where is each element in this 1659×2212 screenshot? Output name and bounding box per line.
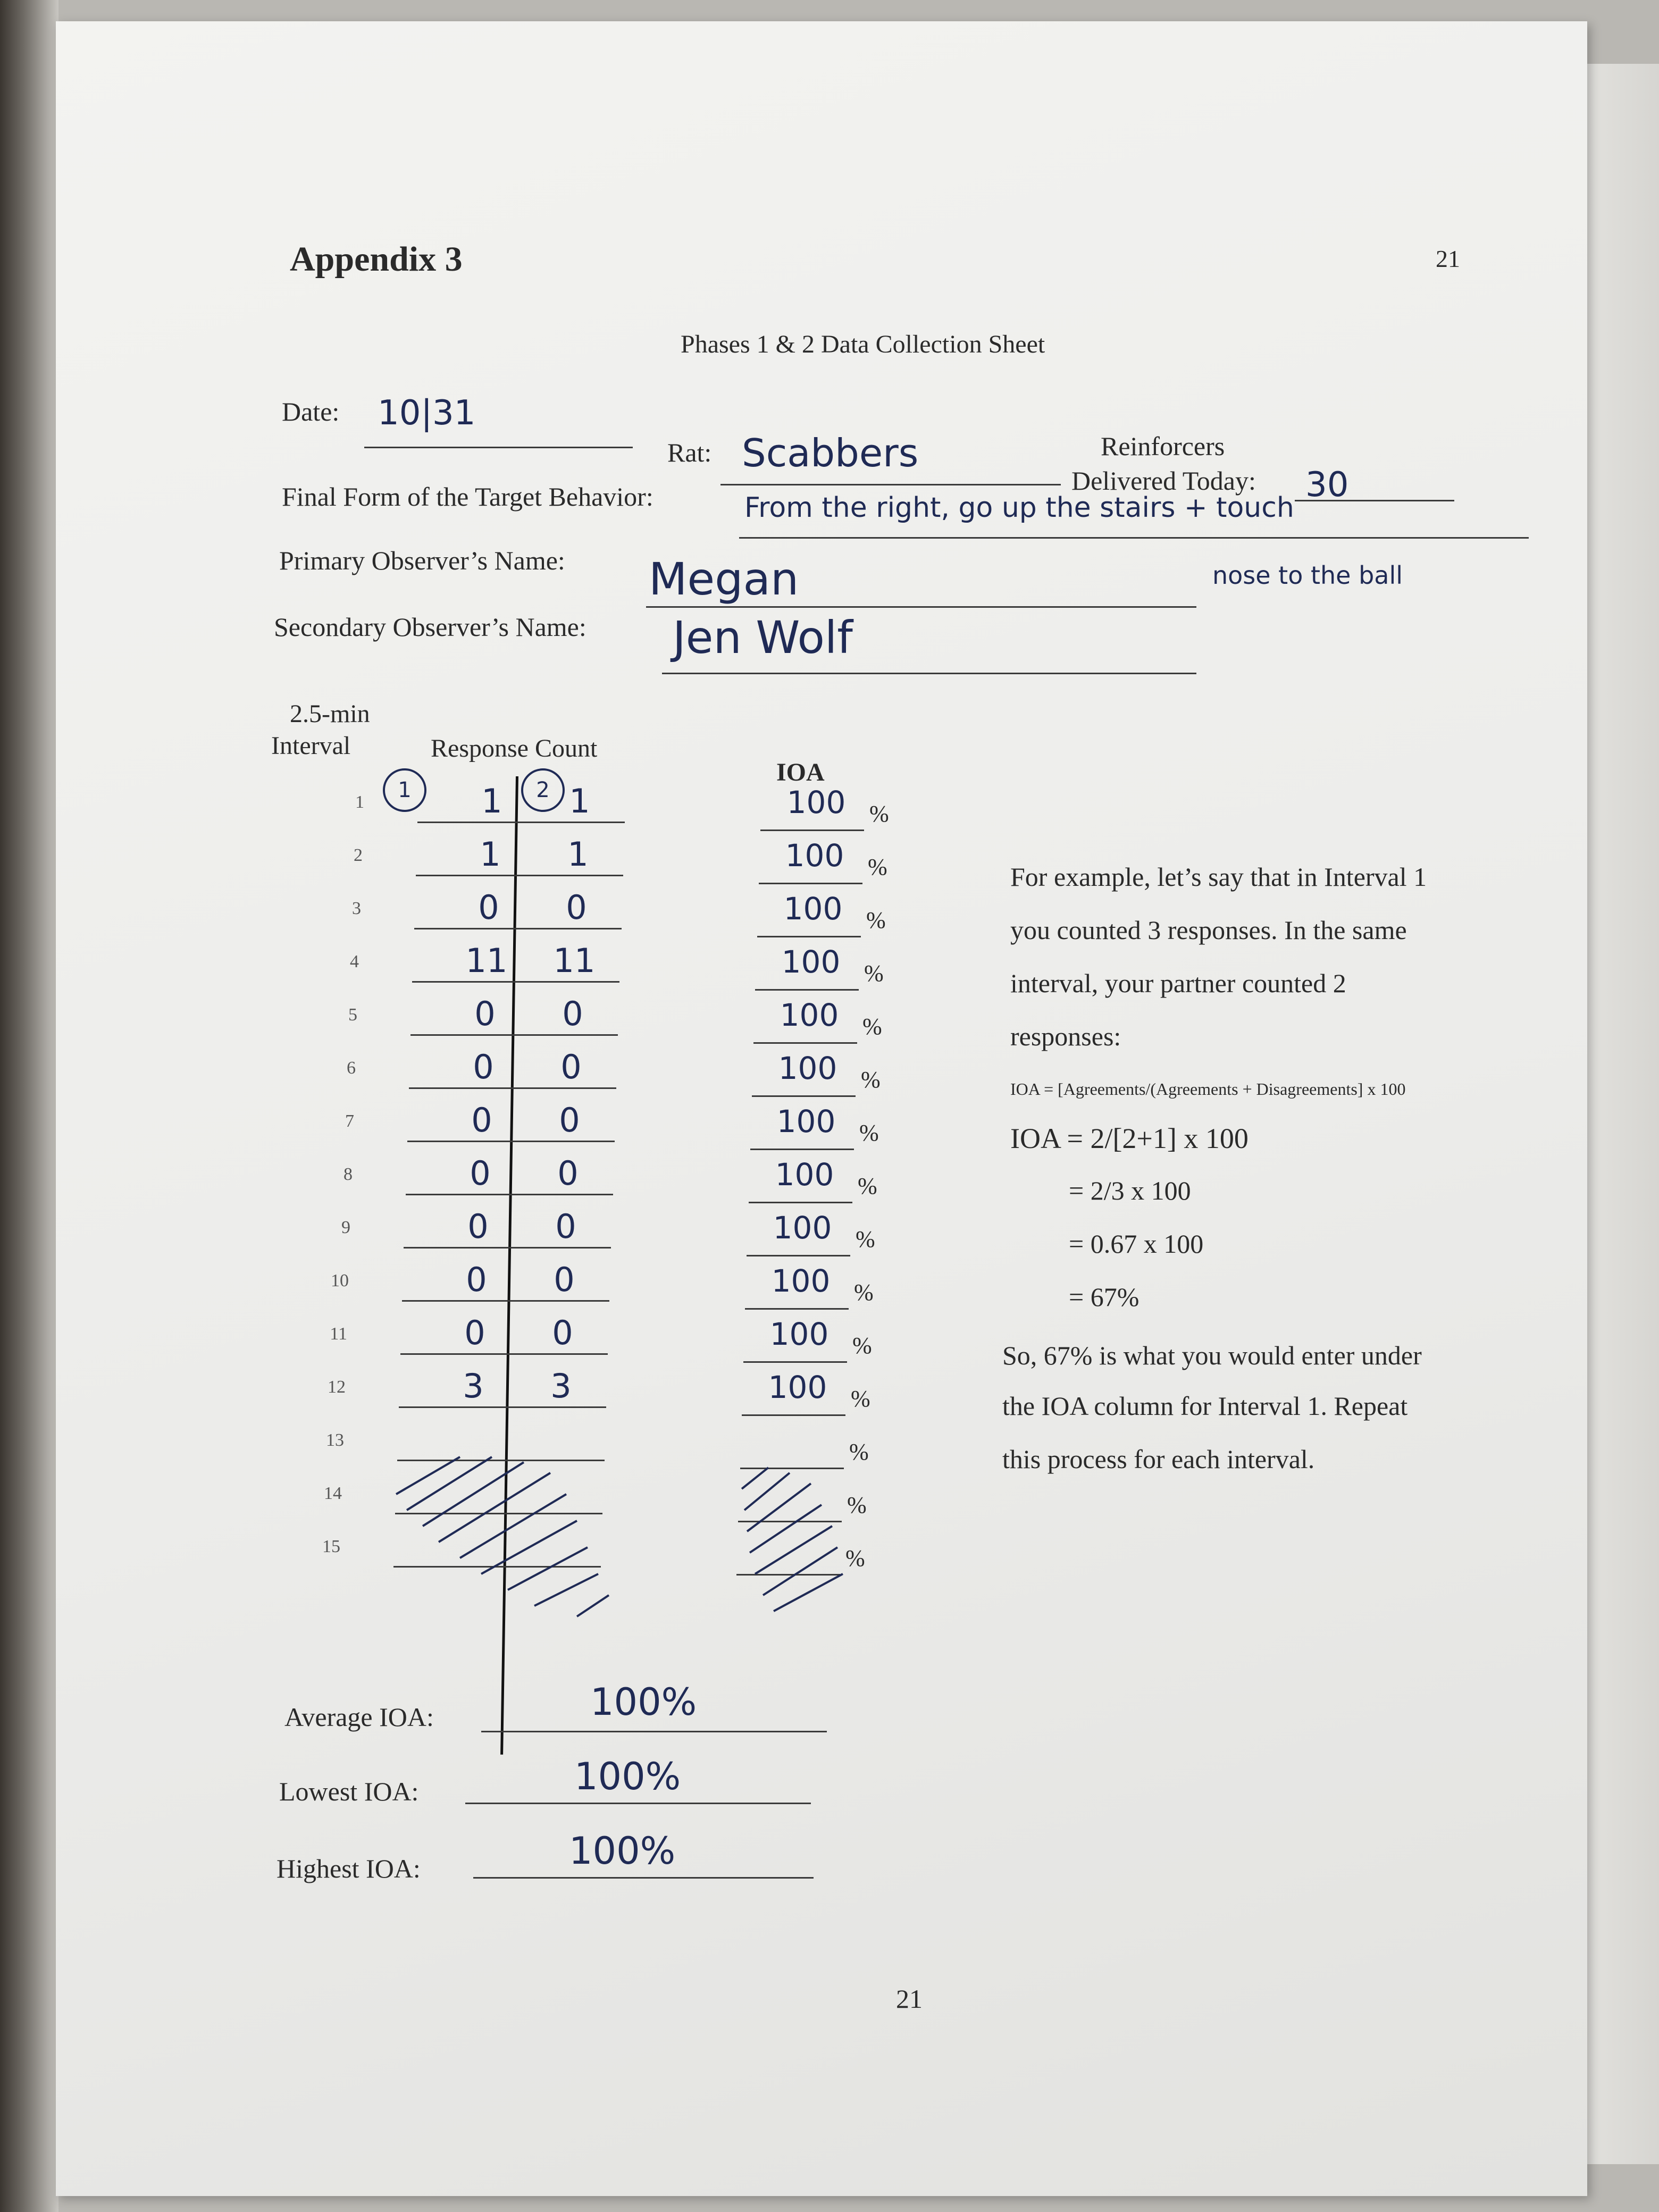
interval-number: 2 (354, 845, 363, 865)
observer-2-count: 0 (559, 1101, 580, 1139)
observer-1-count: 0 (467, 1207, 489, 1246)
lowest-ioa-value: 100% (574, 1755, 681, 1798)
ioa-value: 100 (783, 891, 843, 927)
interval-number: 15 (322, 1537, 340, 1556)
percent-sign: % (851, 1386, 870, 1412)
observer-1-count: 1 (480, 835, 501, 874)
interval-number: 5 (348, 1005, 357, 1025)
interval-number: 14 (324, 1484, 342, 1503)
rat-value: Scabbers (742, 431, 919, 475)
ioa-value: 100 (780, 997, 839, 1033)
ioa-value: 100 (771, 1263, 831, 1299)
delivered-today-label: Delivered Today: (1071, 466, 1256, 496)
reinforcers-label: Reinforcers (1101, 431, 1225, 461)
observer-1-count: 0 (473, 1048, 494, 1086)
observer-2-count: 0 (552, 1313, 573, 1352)
observer-2-circle-mark: 2 (521, 768, 565, 812)
percent-sign: % (847, 1492, 867, 1518)
observer-1-circle-mark: 1 (383, 768, 426, 812)
observer-2-count: 0 (557, 1154, 579, 1193)
example-text-line: IOA = [Agreements/(Agreements + Disagreements] x 100 (1010, 1079, 1406, 1099)
desk-background (0, 0, 58, 2212)
interval-number: 13 (326, 1430, 344, 1450)
primary-observer-value: Megan (649, 553, 799, 605)
highest-ioa-field-line[interactable] (473, 1877, 814, 1879)
observer-1-count: 3 (463, 1367, 484, 1405)
interval-number: 4 (350, 952, 359, 971)
example-text-line: = 0.67 x 100 (1069, 1229, 1204, 1259)
highest-ioa-label: Highest IOA: (276, 1854, 421, 1883)
example-text-line: interval, your partner counted 2 (1010, 968, 1346, 998)
secondary-observer-label: Secondary Observer’s Name: (274, 612, 586, 642)
interval-number: 7 (345, 1111, 354, 1131)
average-ioa-value: 100% (590, 1680, 697, 1724)
observer-1-count: 0 (464, 1313, 485, 1352)
response-count-header: Response Count (431, 734, 598, 763)
example-text-line: For example, let’s say that in Interval 1 (1010, 862, 1427, 892)
percent-sign: % (856, 1226, 875, 1252)
example-text-line: = 2/3 x 100 (1069, 1176, 1191, 1205)
observer-2-count: 0 (566, 888, 587, 927)
ioa-value: 100 (776, 1103, 836, 1139)
observer-2-count: 1 (567, 835, 589, 874)
target-behavior-value-continued: nose to the ball (1212, 561, 1403, 590)
primary-observer-label: Primary Observer’s Name: (279, 546, 565, 575)
reinforcers-value: 30 (1305, 465, 1349, 505)
example-text-line: the IOA column for Interval 1. Repeat (1002, 1391, 1408, 1421)
highest-ioa-value: 100% (569, 1829, 676, 1873)
interval-number: 10 (331, 1271, 349, 1291)
percent-sign: % (852, 1333, 872, 1359)
percent-sign: % (864, 960, 884, 986)
example-text-line: = 67% (1069, 1282, 1139, 1312)
percent-sign: % (868, 854, 887, 880)
percent-sign: % (861, 1067, 881, 1093)
percent-sign: % (845, 1545, 865, 1571)
interval-number: 3 (352, 899, 361, 918)
observer-1-count: 0 (471, 1101, 492, 1139)
date-label: Date: (282, 397, 340, 426)
observer-2-count: 0 (562, 994, 583, 1033)
lowest-ioa-label: Lowest IOA: (279, 1777, 419, 1806)
observer-1-count: 0 (478, 888, 499, 927)
interval-number: 6 (347, 1058, 356, 1078)
average-ioa-field-line[interactable] (481, 1731, 827, 1732)
observer-2-count: 0 (560, 1048, 582, 1086)
page-number-bottom: 21 (896, 1984, 923, 2014)
percent-sign: % (849, 1439, 869, 1465)
interval-header: Interval (271, 732, 351, 760)
ioa-header: IOA (776, 758, 825, 786)
example-text-line: you counted 3 responses. In the same (1010, 915, 1407, 945)
interval-number: 9 (341, 1218, 350, 1237)
ioa-value: 100 (768, 1369, 827, 1405)
percent-sign: % (869, 801, 889, 827)
page-number-top: 21 (1436, 245, 1460, 272)
observer-1-count: 1 (481, 782, 502, 820)
ioa-value: 100 (769, 1316, 829, 1352)
date-value: 10|31 (378, 393, 476, 433)
sheet-title: Phases 1 & 2 Data Collection Sheet (681, 330, 1045, 358)
average-ioa-label: Average IOA: (284, 1702, 434, 1732)
rat-label: Rat: (667, 438, 712, 467)
observer-1-count: 0 (474, 994, 496, 1033)
ioa-value: 100 (785, 837, 844, 874)
interval-number: 11 (330, 1324, 347, 1344)
interval-number: 8 (343, 1164, 353, 1184)
percent-sign: % (854, 1279, 874, 1305)
interval-number: 1 (355, 792, 364, 812)
interval-number: 12 (328, 1377, 346, 1397)
ioa-value: 100 (775, 1157, 834, 1193)
observer-2-count: 11 (553, 941, 596, 980)
observer-2-count: 3 (550, 1367, 572, 1405)
observer-1-count: 0 (466, 1260, 487, 1299)
ioa-value: 100 (778, 1050, 837, 1086)
observer-1-count: 11 (465, 941, 508, 980)
example-text-line: this process for each interval. (1002, 1444, 1315, 1474)
ioa-value: 100 (773, 1210, 832, 1246)
ioa-value: 100 (786, 784, 846, 820)
observer-1-count: 0 (470, 1154, 491, 1193)
example-text-line: responses: (1010, 1021, 1121, 1051)
percent-sign: % (858, 1173, 877, 1199)
interval-header-duration: 2.5-min (290, 700, 370, 728)
percent-sign: % (862, 1013, 882, 1040)
lowest-ioa-field-line[interactable] (465, 1803, 811, 1804)
example-text-line: So, 67% is what you would enter under (1002, 1340, 1422, 1370)
appendix-title: Appendix 3 (290, 240, 463, 279)
target-behavior-label: Final Form of the Target Behavior: (282, 482, 653, 512)
observer-2-count: 1 (569, 782, 590, 820)
observer-2-count: 0 (554, 1260, 575, 1299)
ioa-value: 100 (781, 944, 841, 980)
target-behavior-value: From the right, go up the stairs + touch (744, 492, 1294, 524)
example-text-line: IOA = 2/[2+1] x 100 (1010, 1122, 1249, 1154)
percent-sign: % (859, 1120, 879, 1146)
secondary-observer-value: Jen Wolf (673, 611, 853, 664)
observer-2-count: 0 (555, 1207, 576, 1246)
data-collection-sheet (56, 21, 1587, 2196)
percent-sign: % (866, 907, 886, 933)
